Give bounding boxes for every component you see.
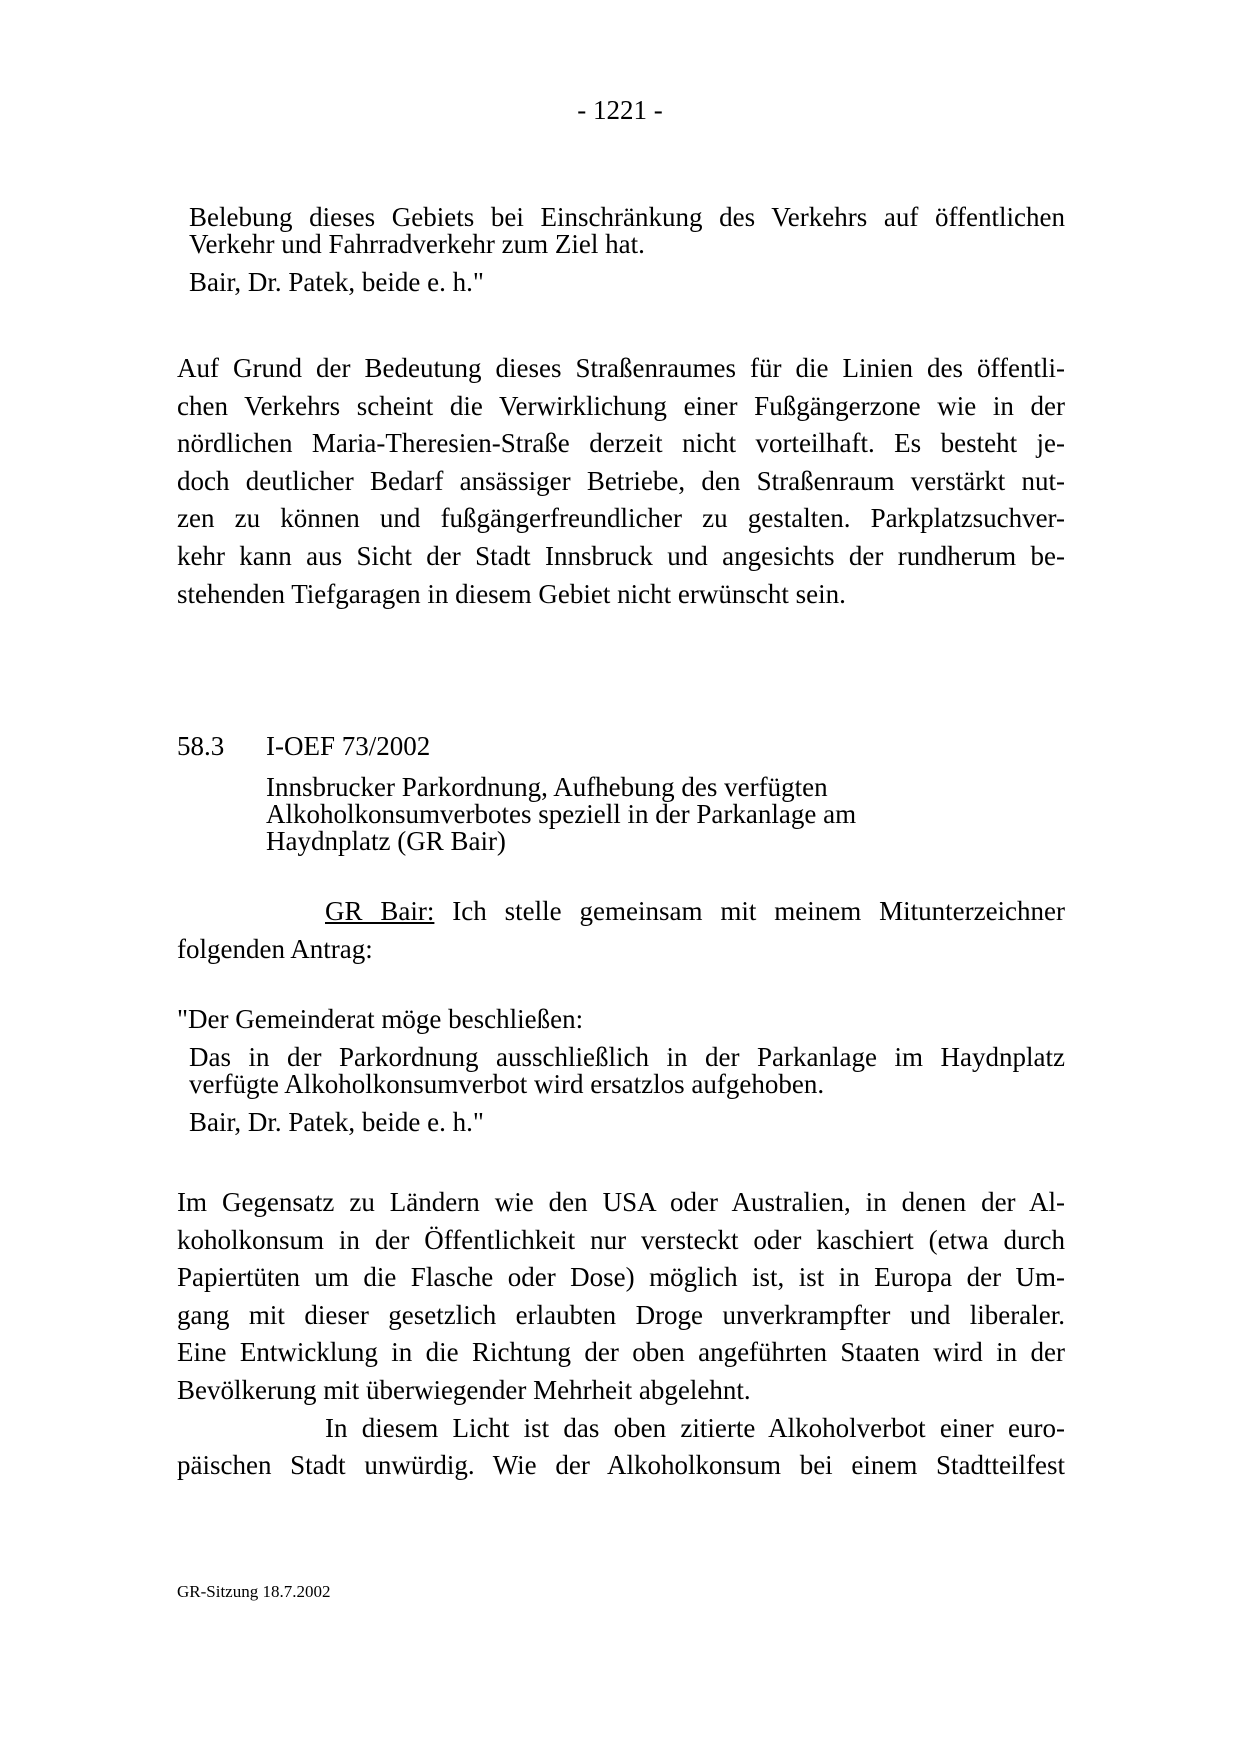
speaker-name: GR Bair: <box>325 896 435 926</box>
argument-paragraph <box>177 1184 1065 1485</box>
agenda-item-title-line: Alkoholkonsumverbotes speziell in der Parkanlage am <box>266 799 857 829</box>
motion-line: Belebung dieses Gebiets bei Einschränkung des Verkehrs auf öffentlichen <box>189 202 1065 232</box>
page-footer: GR-Sitzung 18.7.2002 <box>177 1582 331 1601</box>
motion-text <box>189 1044 1065 1140</box>
paragraph-line: Im Gegensatz zu Ländern wie den USA oder Australien, in denen der Al- <box>177 1187 1065 1217</box>
speech-text: Ich stelle gemeinsam mit meinem Mitunterzeichner <box>452 896 1066 926</box>
speech-intro <box>177 893 1065 968</box>
paragraph-line: kehr kann aus Sicht der Stadt Innsbruck und angesichts der rundherum be- <box>177 540 1065 571</box>
agenda-item-code: I-OEF 73/2002 <box>266 731 431 761</box>
paragraph-line: In diesem Licht ist das oben zitierte Alkoholverbot einer euro- <box>325 1412 1065 1443</box>
agenda-item-title-line: Haydnplatz (GR Bair) <box>266 826 506 856</box>
motion-intro: "Der Gemeinderat möge beschließen: <box>177 1004 584 1034</box>
paragraph-line: päischen Stadt unwürdig. Wie der Alkoholkonsum bei einem Stadtteilfest <box>177 1450 1065 1481</box>
paragraph-line: Eine Entwicklung in die Richtung der oben angeführten Staaten wird in der <box>177 1337 1065 1368</box>
paragraph-line: gang mit dieser gesetzlich erlaubten Droge unverkrampfter und liberaler. <box>177 1299 1065 1330</box>
agenda-item-number: 58.3 <box>177 731 225 761</box>
paragraph-line: Auf Grund der Bedeutung dieses Straßenraumes für die Linien des öffentli- <box>177 353 1065 383</box>
paragraph-line: chen Verkehrs scheint die Verwirklichung einer Fußgängerzone wie in der <box>177 390 1065 421</box>
speech-first-line <box>177 893 1065 931</box>
paragraph-line: nördlichen Maria-Theresien-Straße derzeit nicht vorteilhaft. Es besteht je- <box>177 428 1065 459</box>
page-number: - 1221 - <box>577 95 663 125</box>
agenda-item-title <box>266 774 1066 855</box>
paragraph-line: Bevölkerung mit überwiegender Mehrheit abgelehnt. <box>177 1374 751 1405</box>
motion-line: Das in der Parkordnung ausschließlich in der Parkanlage im Haydnplatz <box>189 1042 1065 1072</box>
response-paragraph <box>177 350 1065 613</box>
speech-second-line: folgenden Antrag: <box>177 933 373 964</box>
paragraph-line: stehenden Tiefgaragen in diesem Gebiet nicht erwünscht sein. <box>177 578 846 609</box>
motion-line: verfügte Alkoholkonsumverbot wird ersatzlos aufgehoben. <box>189 1069 825 1099</box>
paragraph-line: Papiertüten um die Flasche oder Dose) möglich ist, ist in Europa der Um- <box>177 1262 1065 1293</box>
paragraph-line: zen zu können und fußgängerfreundlicher zu gestalten. Parkplatzsuchver- <box>177 503 1065 534</box>
motion-text-continued <box>189 204 1065 300</box>
motion-line: Verkehr und Fahrradverkehr zum Ziel hat. <box>189 229 645 259</box>
motion-signature: Bair, Dr. Patek, beide e. h." <box>189 1107 484 1137</box>
motion-signature: Bair, Dr. Patek, beide e. h." <box>189 267 484 297</box>
paragraph-line: koholkonsum in der Öffentlichkeit nur versteckt oder kaschiert (etwa durch <box>177 1224 1065 1255</box>
paragraph-line: doch deutlicher Bedarf ansässiger Betriebe, den Straßenraum verstärkt nut- <box>177 465 1065 496</box>
agenda-item-title-line: Innsbrucker Parkordnung, Aufhebung des verfügten <box>266 772 828 802</box>
